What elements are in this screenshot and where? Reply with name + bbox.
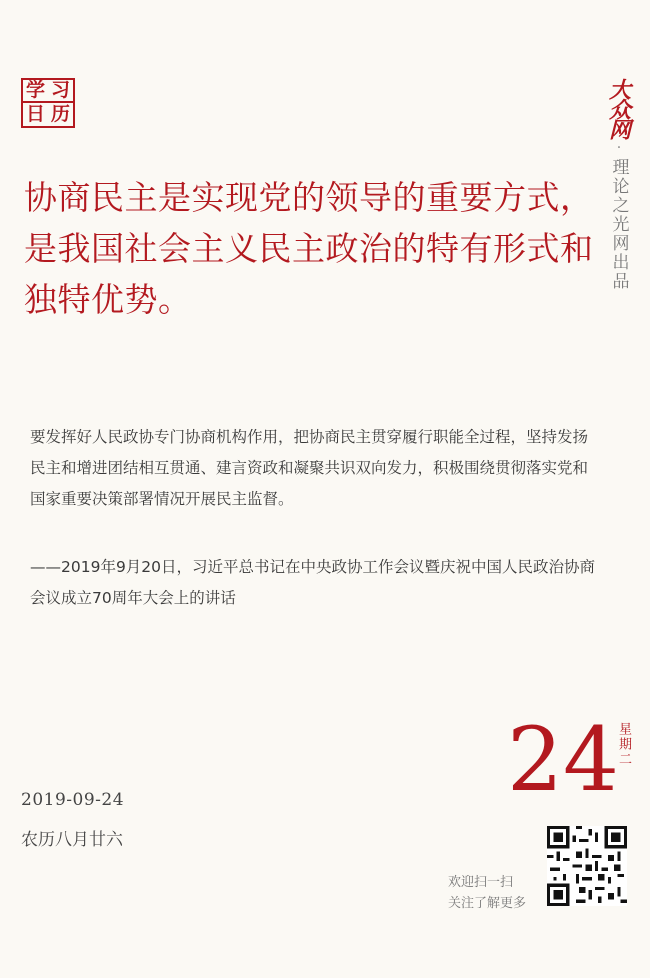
logo-char: 学 <box>23 80 48 103</box>
side-brand <box>604 78 634 291</box>
quote-text: 要发挥好人民政协专门协商机构作用，把协商民主贯穿履行职能全过程，坚持发扬民主和增进团结相互贯通、建言资政和凝聚共识双向发力，积极围绕贯彻落实党和国家重要决策部署情况开展民主监督。 <box>30 428 589 508</box>
xuexi-rili-logo <box>21 78 75 128</box>
scan-line-1: 欢迎扫一扫 <box>448 875 514 890</box>
logo-char: 习 <box>48 80 73 103</box>
scan-line-2: 关注了解更多 <box>448 896 527 911</box>
brand-dot: · <box>616 140 622 156</box>
gregorian-date: 2019-09-24 <box>21 790 125 810</box>
qr-code-icon[interactable] <box>547 826 627 906</box>
brand-logo: 大众网 <box>605 78 632 138</box>
lunar-date: 农历八月廿六 <box>21 830 123 850</box>
logo-char: 历 <box>50 103 70 125</box>
scan-prompt <box>448 872 526 914</box>
brand-subtitle: 理论之光网出品 <box>608 158 629 291</box>
quote-source: ——2019年9月20日，习近平总书记在中央政协工作会议暨庆祝中国人民政治协商会议成立70周年大会上的讲话 <box>30 558 596 607</box>
logo-char: 日 <box>25 103 45 125</box>
weekday: 星期二 <box>616 722 631 767</box>
headline: 协商民主是实现党的领导的重要方式，是我国社会主义民主政治的特有形式和独特优势。 <box>24 178 594 319</box>
day-number: 24 <box>507 708 619 811</box>
